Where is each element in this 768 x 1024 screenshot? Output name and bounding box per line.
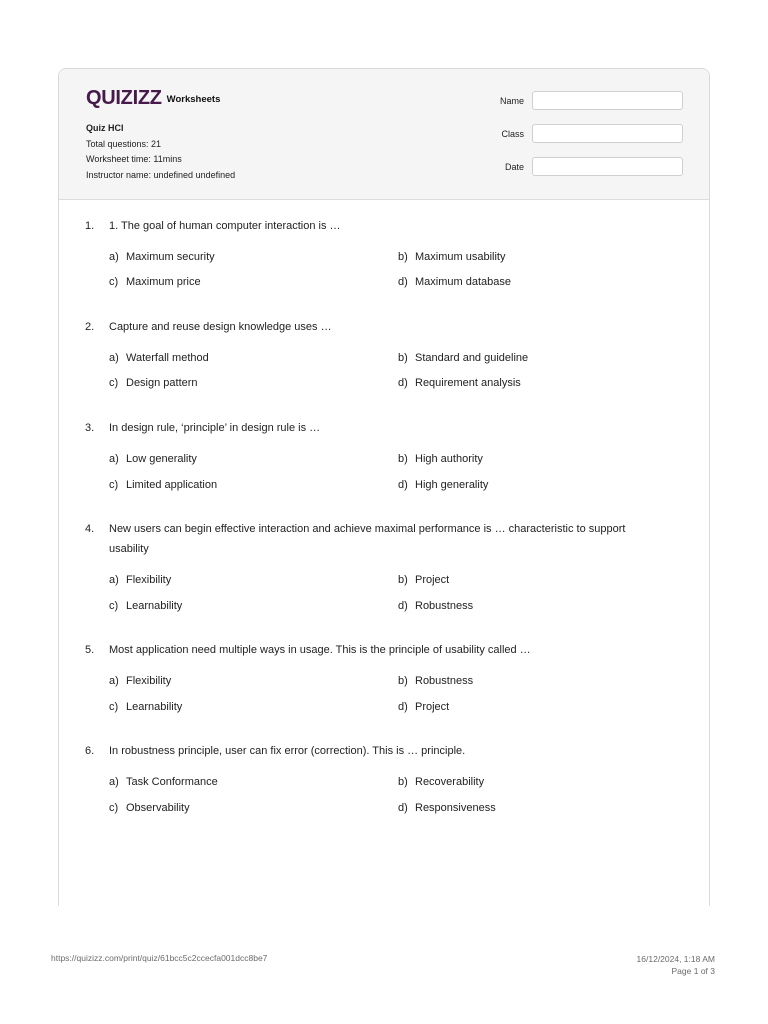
brand bbox=[86, 87, 220, 110]
option-d: d) Maximum database bbox=[398, 276, 511, 288]
date-label: Date bbox=[504, 161, 524, 172]
option-c: c) Observability bbox=[109, 802, 190, 814]
option-a: a) Low generality bbox=[109, 453, 197, 465]
option-a: a) Maximum security bbox=[109, 251, 215, 263]
question-number: 4. bbox=[85, 523, 95, 535]
brand-subtitle: Worksheets bbox=[166, 94, 221, 105]
total-questions: Total questions: 21 bbox=[86, 138, 162, 149]
option-a: a) Waterfall method bbox=[109, 352, 209, 364]
option-c: c) Design pattern bbox=[109, 377, 198, 389]
question-number: 3. bbox=[85, 422, 95, 434]
question-number: 5. bbox=[85, 644, 95, 656]
date-input[interactable] bbox=[532, 157, 683, 176]
worksheet-time: Worksheet time: 11mins bbox=[86, 154, 182, 164]
option-d: d) Requirement analysis bbox=[398, 377, 521, 389]
date-field-row bbox=[484, 157, 683, 176]
question-text: 1. The goal of human computer interaction is … bbox=[109, 220, 341, 232]
worksheet-sheet bbox=[58, 68, 710, 906]
option-c: c) Limited application bbox=[109, 479, 218, 491]
option-b: b) High authority bbox=[398, 453, 483, 465]
option-c: c) Maximum price bbox=[109, 276, 201, 288]
option-b: b) Maximum usability bbox=[398, 251, 506, 263]
question-text: Capture and reuse design knowledge uses … bbox=[109, 321, 332, 333]
print-url: https://quizizz.com/print/quiz/61bcc5c2ccecfa001dcc8be7 bbox=[51, 953, 268, 963]
option-b: b) Project bbox=[398, 574, 450, 586]
option-a: a) Flexibility bbox=[109, 675, 172, 687]
option-d: d) Responsiveness bbox=[398, 802, 496, 814]
option-b: b) Robustness bbox=[398, 675, 474, 687]
name-field-row bbox=[484, 91, 683, 110]
option-a: a) Flexibility bbox=[109, 574, 172, 586]
question-text: Most application need multiple ways in usage. This is the principle of usability called … bbox=[109, 644, 531, 656]
question-number: 6. bbox=[85, 745, 95, 757]
option-d: d) Project bbox=[398, 701, 450, 713]
question-text: New users can begin effective interaction and achieve maximal performance is … characteristic to support usability bbox=[109, 523, 626, 555]
option-c: c) Learnability bbox=[109, 701, 183, 713]
option-d: d) Robustness bbox=[398, 600, 474, 612]
class-label: Class bbox=[501, 128, 524, 139]
print-info bbox=[637, 953, 715, 977]
print-datetime: 16/12/2024, 1:18 AM bbox=[636, 954, 715, 964]
option-d: d) High generality bbox=[398, 479, 489, 491]
class-field-row bbox=[484, 124, 683, 143]
page-number: Page 1 of 3 bbox=[671, 966, 715, 976]
question-text: In robustness principle, user can fix error (correction). This is … principle. bbox=[109, 745, 466, 757]
option-b: b) Standard and guideline bbox=[398, 352, 529, 364]
option-a: a) Task Conformance bbox=[109, 776, 218, 788]
name-input[interactable] bbox=[532, 91, 683, 110]
worksheet-header bbox=[59, 69, 709, 200]
quiz-title: Quiz HCI bbox=[86, 123, 124, 133]
instructor-name: Instructor name: undefined undefined bbox=[86, 169, 236, 180]
question-text: In design rule, ‘principle’ in design rule is … bbox=[109, 422, 321, 434]
question-number: 1. bbox=[85, 220, 95, 232]
quiz-meta bbox=[86, 121, 235, 183]
class-input[interactable] bbox=[532, 124, 683, 143]
question-number: 2. bbox=[85, 321, 95, 333]
name-label: Name bbox=[499, 95, 524, 106]
quizizz-logo: QUIZIZZ bbox=[86, 87, 162, 109]
option-b: b) Recoverability bbox=[398, 776, 485, 788]
option-c: c) Learnability bbox=[109, 600, 183, 612]
